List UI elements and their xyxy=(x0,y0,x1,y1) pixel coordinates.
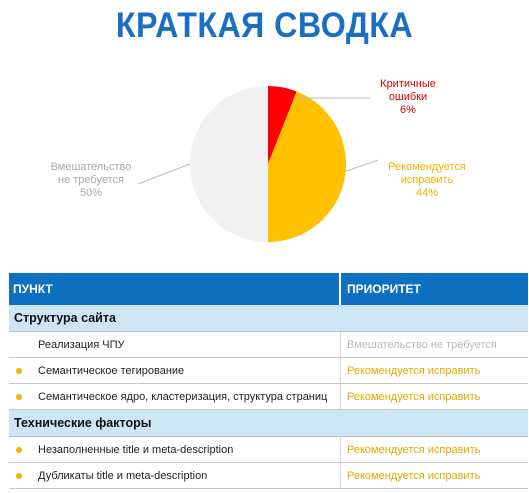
row-item: Дубликаты title и meta-description xyxy=(38,469,208,482)
table-header xyxy=(9,273,528,305)
summary-table xyxy=(9,273,528,489)
header-priority: ПРИОРИТЕТ xyxy=(347,282,421,296)
row-priority: Рекомендуется исправить xyxy=(347,364,481,377)
header-item: ПУНКТ xyxy=(9,273,341,305)
pie-label-2-line-2: 50% xyxy=(79,187,103,199)
bullet-dot-icon xyxy=(12,473,26,479)
table-row xyxy=(9,437,528,463)
pie-label-0-line-2: 6% xyxy=(400,104,416,116)
summary-pie-chart xyxy=(0,60,529,260)
pie-label-1-line-1: исправить xyxy=(400,174,454,186)
row-item: Незаполненные title и meta-description xyxy=(38,443,234,456)
pie-label-2-line-1: не требуется xyxy=(58,174,124,186)
leader-line-1 xyxy=(344,160,378,172)
row-priority: Рекомендуется исправить xyxy=(347,390,481,403)
section-technical-factors: Технические факторы xyxy=(9,410,528,437)
bullet-dot-icon xyxy=(12,368,26,374)
table-row xyxy=(9,463,528,489)
row-priority: Рекомендуется исправить xyxy=(347,469,481,482)
row-item: Реализация ЧПУ xyxy=(38,338,125,351)
row-priority: Вмешательство не требуется xyxy=(347,338,497,351)
bullet-dot-icon xyxy=(12,447,26,453)
section-site-structure: Структура сайта xyxy=(9,305,528,332)
pie-label-0-line-0: Критичные xyxy=(380,78,436,90)
row-item: Семантическое тегирование xyxy=(38,364,185,377)
pie-label-0-line-1: ошибки xyxy=(388,91,428,103)
pie-label-1-line-2: 44% xyxy=(415,187,439,199)
table-row xyxy=(9,384,528,410)
bullet-dot-icon xyxy=(12,394,26,400)
pie-label-1-line-0: Рекомендуется xyxy=(388,161,466,173)
pie-slice-2 xyxy=(190,86,268,242)
table-row xyxy=(9,332,528,358)
row-item: Семантическое ядро, кластеризация, структура страниц xyxy=(38,390,328,403)
leader-line-2 xyxy=(138,164,190,184)
page-title: КРАТКАЯ СВОДКА xyxy=(115,6,414,45)
pie-label-2-line-0: Вмешательство xyxy=(50,161,132,173)
row-priority: Рекомендуется исправить xyxy=(347,443,481,456)
table-row xyxy=(9,358,528,384)
